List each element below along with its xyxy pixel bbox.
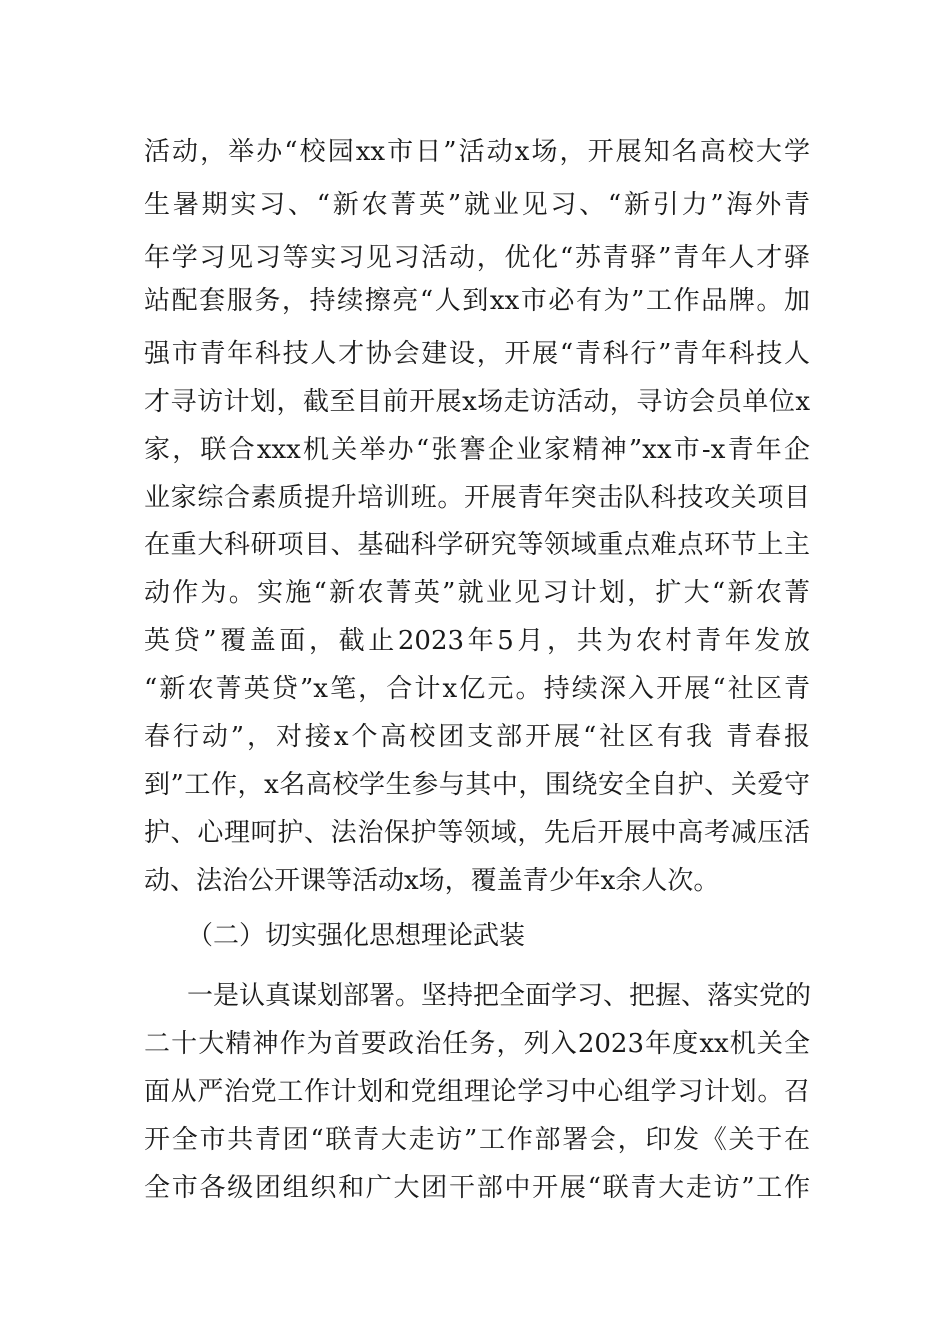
body-text-line: 一是认真谋划部署。坚持把全面学习、把握、落实党的 — [187, 981, 812, 1011]
body-text-line: 生暑期实习、“新农菁英”就业见习、“新引力”海外青 — [144, 190, 810, 220]
body-text-line: 站配套服务，持续擦亮“人到xx市必有为”工作品牌。加 — [144, 286, 810, 316]
body-text-line: 开全市共青团“联青大走访”工作部署会，印发《关于在 — [144, 1125, 810, 1155]
body-text-line: 面从严治党工作计划和党组理论学习中心组学习计划。召 — [144, 1077, 810, 1107]
body-text-line: 英贷”覆盖面，截止2023年5月，共为农村青年发放 — [144, 626, 810, 656]
body-text-line: 动、法治公开课等活动x场，覆盖青少年x余人次。 — [144, 866, 720, 896]
body-text-line: 家，联合xxx机关举办“张謇企业家精神”xx市-x青年企 — [144, 435, 810, 465]
body-text-line: 到”工作，x名高校学生参与其中，围绕安全自护、关爱守 — [144, 770, 810, 800]
body-text-line: 活动，举办“校园xx市日”活动x场，开展知名高校大学 — [144, 137, 810, 167]
body-text-line: 在重大科研项目、基础科学研究等领域重点难点环节上主 — [144, 530, 810, 560]
body-text-line: 春行动”，对接x个高校团支部开展“社区有我 青春报 — [144, 722, 810, 752]
body-text-line: 动作为。实施“新农菁英”就业见习计划，扩大“新农菁 — [144, 578, 810, 608]
body-text-line: 全市各级团组织和广大团干部中开展“联青大走访”工作 — [144, 1173, 810, 1203]
body-text-line: “新农菁英贷”x笔，合计x亿元。持续深入开展“社区青 — [144, 674, 810, 704]
body-text-line: 强市青年科技人才协会建设，开展“青科行”青年科技人 — [144, 339, 810, 369]
body-text-line: 年学习见习等实习见习活动，优化“苏青驿”青年人才驿 — [144, 243, 810, 273]
body-text-line: 护、心理呵护、法治保护等领域，先后开展中高考减压活 — [144, 818, 810, 848]
body-text-line: 才寻访计划，截至目前开展x场走访活动，寻访会员单位x — [144, 387, 810, 417]
section-heading: （二）切实强化思想理论武装 — [187, 921, 526, 951]
body-text-line: 二十大精神作为首要政治任务，列入2023年度xx机关全 — [144, 1029, 810, 1059]
body-text-line: 业家综合素质提升培训班。开展青年突击队科技攻关项目 — [144, 483, 810, 513]
